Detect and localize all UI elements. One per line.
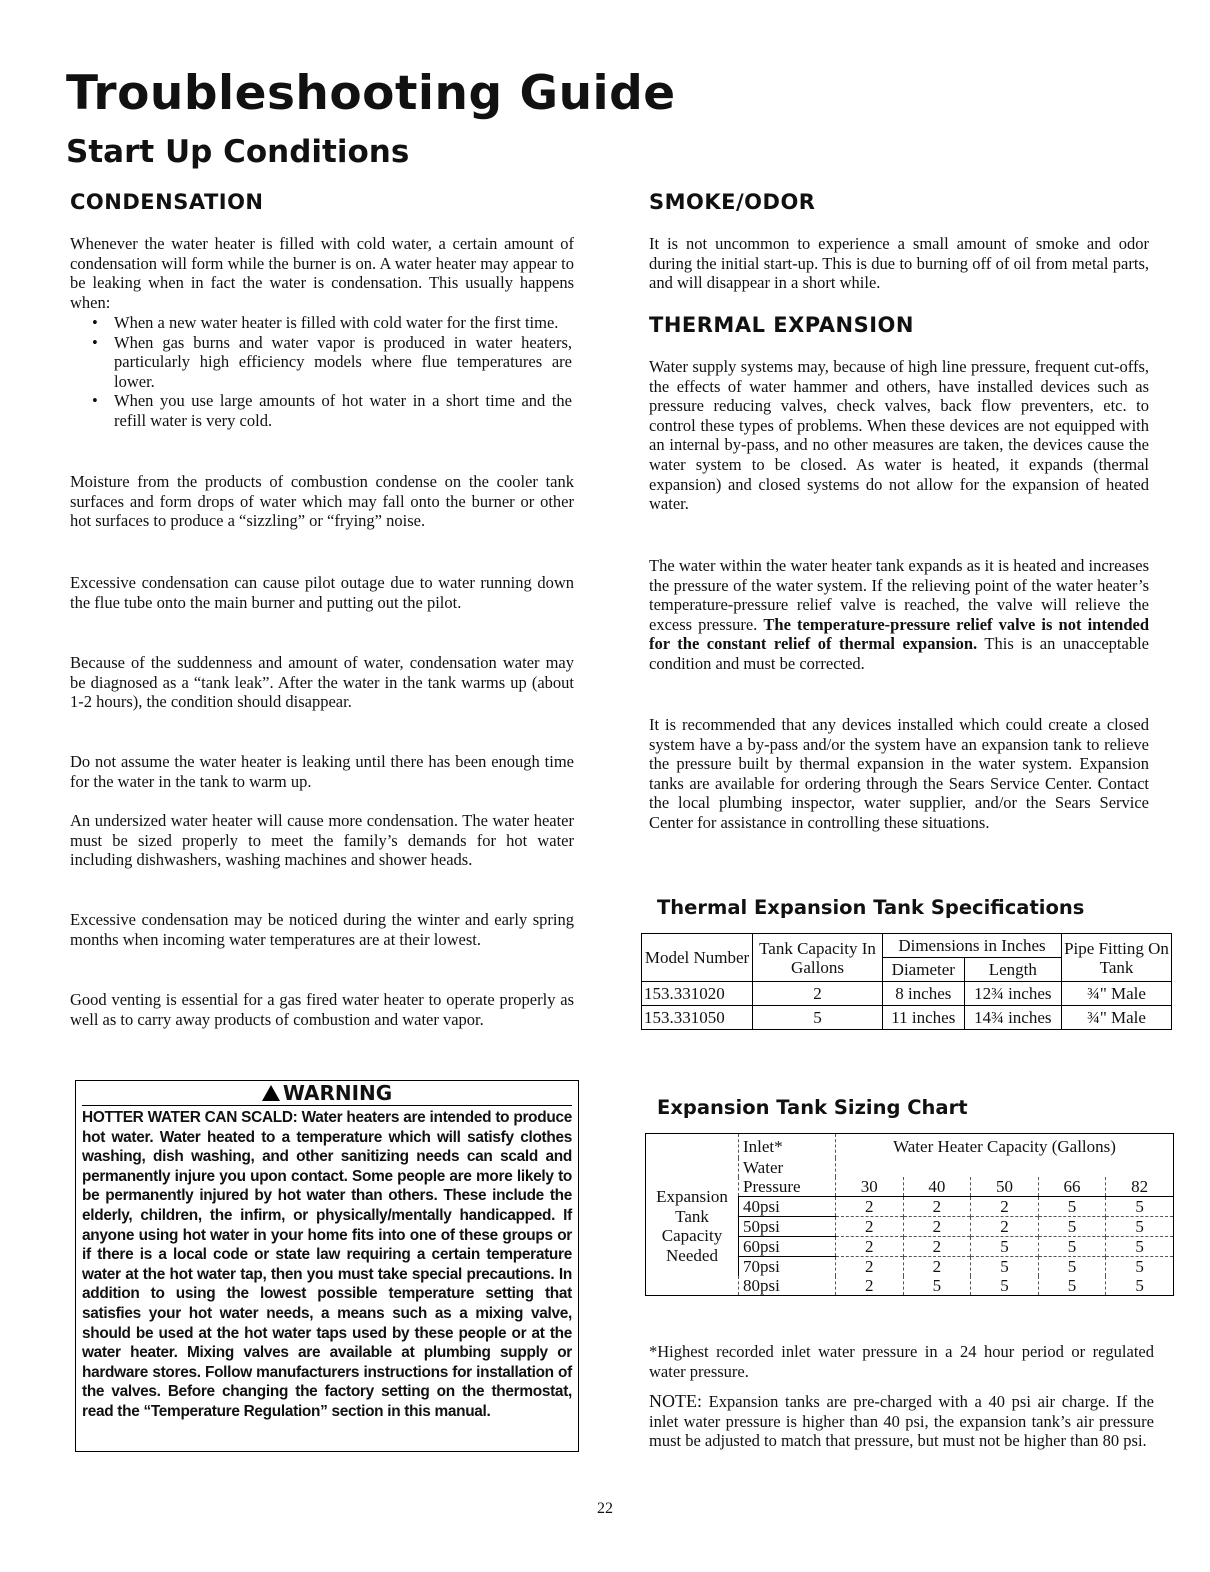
condensation-paragraph: Excessive condensation may be noticed during the winter and early spring months when incoming water temperatures are at their lowest. xyxy=(70,910,574,949)
value-cell: 2 xyxy=(836,1237,904,1257)
cell-diameter: 11 inches xyxy=(883,1006,965,1030)
list-item: • When a new water heater is filled with cold water for the first time. xyxy=(74,313,572,333)
value-cell: 5 xyxy=(903,1276,971,1296)
note-text: Expansion tanks are pre-charged with a 40 psi air charge. If the inlet water pressure is higher than 40 psi, the expansion tank’s air pressure must be adjusted to match that pressure, but must not be higher than 80 psi. xyxy=(649,1392,1154,1451)
sizing-footnote: *Highest recorded inlet water pressure in a 24 hour period or regulated water pressure. xyxy=(649,1342,1154,1381)
value-cell: 5 xyxy=(1038,1257,1106,1277)
capacity-82: 82 xyxy=(1106,1177,1174,1197)
warning-body: HOTTER WATER CAN SCALD: Water heaters are intended to produce hot water. Water heated to a temperature which will satisfy clothes washing, dish washing, and other sanitizing needs can scald and permanently injure you upon contact. Some people are more likely to be permanently injured by hot water than others. These include the elderly, children, the infirm, or physically/mentally handicapped. If anyone using hot water in your home fits into one of these groups or if there is a local code or state law requiring a certain temperature water at the hot water tap, then you must take special precautions. In addition to using the lowest possible temperature setting that satisfies your hot water needs, a means such as a mixing valve, should be used at the hot water taps used by these people or at the water heater. Mixing valves are available at plumbing supply or hardware stores. Follow manufacturers instructions for installation of the valves. Before changing the factory setting on the thermostat, read the “Temperature Regulation” section in this manual. xyxy=(82,1109,572,1420)
list-item: • When gas burns and water vapor is produced in water heaters, particularly high efficiency models where flue temperatures are lower. xyxy=(74,333,572,392)
value-cell: 5 xyxy=(1106,1257,1174,1277)
condensation-paragraph: Good venting is essential for a gas fired water heater to operate properly as well as to carry away products of combustion and water vapor. xyxy=(70,990,574,1029)
header-capacity: Tank Capacity In Gallons xyxy=(753,934,883,982)
thermal-paragraph-1: Water supply systems may, because of high line pressure, frequent cut-offs, the effects of water hammer and others, have installed devices such as pressure reducing valves, check valves, back flow preventers, etc. to control these types of problems. When these devices are not equipped with an internal by-pass, and no other measures are taken, the devices cause the water system to be closed. As water is heated, it expands (thermal expansion) and closed systems do not allow for the expansion of heated water. xyxy=(649,357,1149,514)
pressure-cell: 70psi xyxy=(739,1257,836,1277)
cell-length: 14¾ inches xyxy=(964,1006,1061,1030)
thermal-expansion-heading: THERMAL EXPANSION xyxy=(649,313,914,337)
value-cell: 2 xyxy=(836,1197,904,1217)
header-length: Length xyxy=(964,958,1061,982)
list-item: • When you use large amounts of hot water in a short time and the refill water is very cold. xyxy=(74,391,572,430)
pressure-cell: 50psi xyxy=(739,1217,836,1237)
inlet-label: Inlet* xyxy=(739,1134,836,1159)
value-cell: 5 xyxy=(971,1276,1039,1296)
table-header-row xyxy=(646,1134,1174,1159)
value-cell: 5 xyxy=(1106,1197,1174,1217)
value-cell: 2 xyxy=(836,1217,904,1237)
value-cell: 5 xyxy=(1106,1276,1174,1296)
capacity-40: 40 xyxy=(903,1177,971,1197)
capacity-header: Water Heater Capacity (Gallons) xyxy=(836,1134,1174,1159)
condensation-paragraph: An undersized water heater will cause more condensation. The water heater must be sized properly to meet the family’s demands for hot water including dishwashers, washing machines and shower heads. xyxy=(70,811,574,870)
pressure-cell: 40psi xyxy=(739,1197,836,1217)
condensation-paragraph: Moisture from the products of combustion condense on the cooler tank surfaces and form drops of water which may fall onto the burner or other hot surfaces to produce a “sizzling” or “frying” noise. xyxy=(70,472,574,531)
value-cell: 5 xyxy=(971,1257,1039,1277)
note-label: NOTE: xyxy=(649,1391,702,1411)
capacity-30: 30 xyxy=(836,1177,904,1197)
expansion-note xyxy=(649,1392,1154,1451)
condensation-bullets xyxy=(74,313,572,431)
value-cell: 5 xyxy=(1038,1237,1106,1257)
capacity-66: 66 xyxy=(1038,1177,1106,1197)
cell-length: 12¾ inches xyxy=(964,982,1061,1006)
condensation-heading: CONDENSATION xyxy=(70,190,264,214)
warning-triangle-icon xyxy=(262,1085,280,1101)
value-cell: 5 xyxy=(1106,1237,1174,1257)
header-model: Model Number xyxy=(642,934,753,982)
value-cell: 5 xyxy=(1106,1217,1174,1237)
value-cell: 5 xyxy=(971,1237,1039,1257)
table-row xyxy=(642,1006,1172,1030)
header-diameter: Diameter xyxy=(883,958,965,982)
row-label: Expansion Tank Capacity Needed xyxy=(656,1187,728,1265)
condensation-intro: Whenever the water heater is filled with cold water, a certain amount of condensation will form while the burner is on. A water heater may appear to be leaking when in fact the water is condensation. This usually happens when: xyxy=(70,234,574,312)
value-cell: 2 xyxy=(903,1257,971,1277)
value-cell: 2 xyxy=(903,1217,971,1237)
cell-pipe: ¾" Male xyxy=(1062,982,1172,1006)
pressure-cell: 60psi xyxy=(739,1237,836,1257)
value-cell: 5 xyxy=(1038,1276,1106,1296)
water-label: Water xyxy=(739,1158,836,1177)
value-cell: 2 xyxy=(971,1197,1039,1217)
condensation-paragraph: Do not assume the water heater is leaking until there has been enough time for the water in the tank to warm up. xyxy=(70,752,574,791)
cell-diameter: 8 inches xyxy=(883,982,965,1006)
value-cell: 2 xyxy=(903,1197,971,1217)
value-cell: 2 xyxy=(971,1217,1039,1237)
capacity-50: 50 xyxy=(971,1177,1039,1197)
thermal-paragraph-2: The water within the water heater tank expands as it is heated and increases the pressure of the water system. If the relieving point of the water heater’s temperature-pressure relief valve is reached, the valve will relieve the excess pressure. The temperature-pressure relief valve is not intended for the constant relief of thermal expansion. This is an unacceptable condition and must be corrected. xyxy=(649,556,1149,673)
table-header-row xyxy=(646,1177,1174,1197)
spec-table-heading: Thermal Expansion Tank Specifications xyxy=(657,896,1085,919)
table-row xyxy=(642,982,1172,1006)
sizing-chart-table xyxy=(645,1133,1174,1296)
blank-cell xyxy=(836,1158,1174,1177)
value-cell: 2 xyxy=(836,1257,904,1277)
spec-table xyxy=(641,933,1172,1030)
value-cell: 2 xyxy=(836,1276,904,1296)
value-cell: 5 xyxy=(1038,1217,1106,1237)
value-cell: 5 xyxy=(1038,1197,1106,1217)
page-title: Troubleshooting Guide xyxy=(66,66,676,121)
blank-cell xyxy=(646,1158,739,1177)
sizing-chart-heading: Expansion Tank Sizing Chart xyxy=(657,1096,968,1119)
table-header-row xyxy=(642,934,1172,958)
page-number: 22 xyxy=(597,1500,613,1517)
header-pipe: Pipe Fitting On Tank xyxy=(1062,934,1172,982)
cell-gallons: 5 xyxy=(753,1006,883,1030)
blank-cell xyxy=(646,1134,739,1159)
cell-pipe: ¾" Male xyxy=(1062,1006,1172,1030)
condensation-paragraph: Excessive condensation can cause pilot outage due to water running down the flue tube onto the main burner and putting out the pilot. xyxy=(70,573,574,612)
condensation-paragraph: Because of the suddenness and amount of water, condensation water may be diagnosed as a “tank leak”. After the water in the tank warms up (about 1-2 hours), the condition should disappear. xyxy=(70,653,574,712)
pressure-cell: 80psi xyxy=(739,1276,836,1296)
warning-box xyxy=(75,1080,579,1452)
header-dimensions: Dimensions in Inches xyxy=(883,934,1062,958)
value-cell: 2 xyxy=(903,1237,971,1257)
warning-title: WARNING xyxy=(82,1081,572,1106)
cell-model: 153.331020 xyxy=(642,982,753,1006)
table-header-row xyxy=(646,1158,1174,1177)
cell-gallons: 2 xyxy=(753,982,883,1006)
smoke-odor-text: It is not uncommon to experience a small amount of smoke and odor during the initial start-up. This is due to burning off of oil from metal parts, and will disappear in a short while. xyxy=(649,234,1149,293)
page-subtitle: Start Up Conditions xyxy=(66,134,410,170)
thermal-paragraph-3: It is recommended that any devices installed which could create a closed system have a by-pass and/or the system have an expansion tank to relieve the pressure built by thermal expansion in the water system. Expansion tanks are available for ordering through the Sears Service Center. Contact the local plumbing inspector, water supplier, and/or the Sears Service Center for assistance in controlling these situations. xyxy=(649,715,1149,832)
smoke-odor-heading: SMOKE/ODOR xyxy=(649,190,816,214)
cell-model: 153.331050 xyxy=(642,1006,753,1030)
pressure-label: Pressure xyxy=(739,1177,836,1197)
